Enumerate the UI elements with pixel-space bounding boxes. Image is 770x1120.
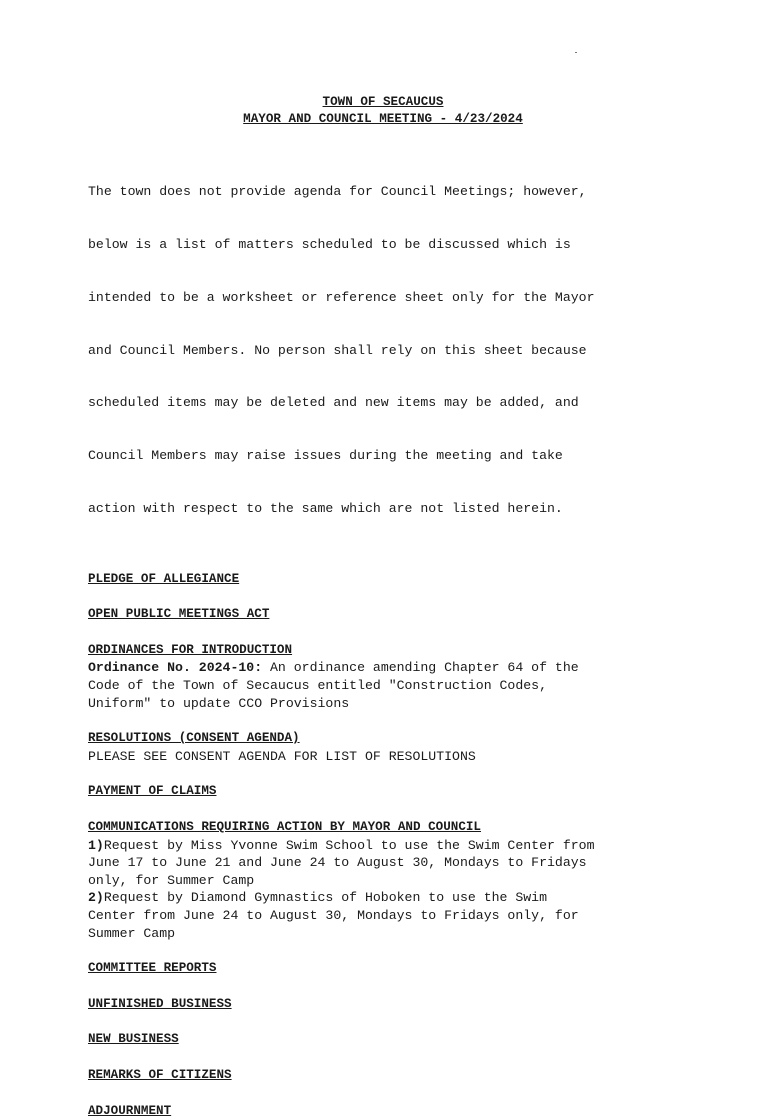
section-remarks [88, 1067, 678, 1085]
ordinance-line: Code of the Town of Secaucus entitled "Construction Codes, [88, 678, 547, 694]
heading-adjournment: ADJOURNMENT [88, 1103, 172, 1118]
section-open-meetings [88, 606, 678, 624]
item-number: 2) [88, 890, 104, 906]
heading-communications: COMMUNICATIONS REQUIRING ACTION BY MAYOR AND COUNCIL [88, 820, 481, 834]
intro-line: intended to be a worksheet or reference sheet only for the Mayor [88, 289, 595, 305]
communication-item [88, 837, 678, 855]
communication-line: June 17 to June 21 and June 24 to August 30, Mondays to Fridays [88, 855, 587, 871]
section-unfinished [88, 996, 678, 1014]
heading-committee: COMMITTEE REPORTS [88, 961, 217, 976]
section-communications [88, 819, 678, 942]
section-adjournment [88, 1103, 678, 1120]
item-number: 1) [88, 837, 104, 853]
heading-resolutions: RESOLUTIONS (CONSENT AGENDA) [88, 731, 300, 746]
item-text: Request by Miss Yvonne Swim School to use the Swim Center from [103, 837, 595, 853]
intro-line: scheduled items may be deleted and new items may be added, and [88, 395, 579, 411]
section-pledge [88, 571, 678, 589]
communication-line: Summer Camp [88, 925, 176, 941]
heading-open-meetings: OPEN PUBLIC MEETINGS ACT [88, 607, 270, 622]
agenda-document [88, 94, 678, 1120]
document-title-meeting: MAYOR AND COUNCIL MEETING - 4/23/2024 [243, 112, 523, 126]
intro-paragraph [88, 148, 678, 553]
section-ordinances [88, 642, 678, 712]
communication-item [88, 889, 678, 907]
intro-line: and Council Members. No person shall rely on this sheet because [88, 342, 587, 358]
communication-line: Center from June 24 to August 30, Mondays to Fridays only, for [88, 907, 579, 923]
intro-line: below is a list of matters scheduled to be discussed which is [88, 236, 571, 252]
heading-pledge: PLEDGE OF ALLEGIANCE [88, 571, 240, 586]
ordinance-line [88, 659, 678, 677]
section-resolutions [88, 730, 678, 765]
heading-remarks: REMARKS OF CITIZENS [88, 1067, 232, 1082]
intro-line: Council Members may raise issues during the meeting and take [88, 448, 563, 464]
heading-claims: PAYMENT OF CLAIMS [88, 784, 217, 799]
communication-line: only, for Summer Camp [88, 872, 255, 888]
section-new-business [88, 1031, 678, 1049]
heading-unfinished: UNFINISHED BUSINESS [88, 996, 232, 1011]
intro-line: action with respect to the same which are not listed herein. [88, 500, 563, 516]
item-text: Request by Diamond Gymnastics of Hoboken to use the Swim [103, 890, 548, 906]
document-title-town: TOWN OF SECAUCUS [322, 95, 444, 109]
ordinance-text: An ordinance amending Chapter 64 of the [262, 660, 579, 676]
intro-line: The town does not provide agenda for Council Meetings; however, [88, 184, 587, 200]
section-committee [88, 960, 678, 978]
ordinance-number: Ordinance No. 2024-10: [88, 660, 263, 676]
resolutions-text: PLEASE SEE CONSENT AGENDA FOR LIST OF RESOLUTIONS [88, 748, 476, 764]
ordinance-line: Uniform" to update CCO Provisions [88, 695, 350, 711]
scan-speck [575, 52, 577, 53]
heading-ordinances: ORDINANCES FOR INTRODUCTION [88, 642, 293, 657]
heading-new-business: NEW BUSINESS [88, 1032, 179, 1047]
section-claims [88, 783, 678, 801]
